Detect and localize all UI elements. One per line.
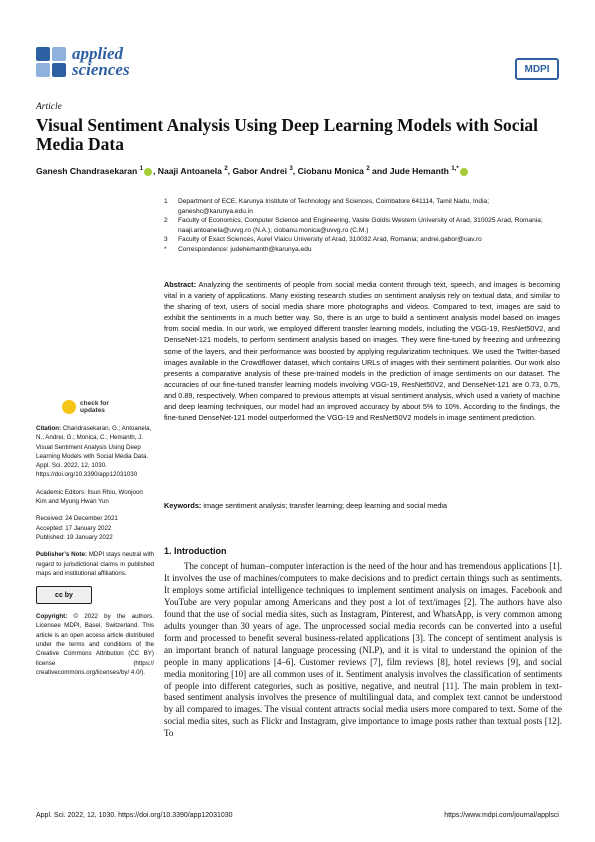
academic-editors: Academic Editors: Ilsun Rhiu, Wonjoon Kim and Myung Hwan Yun (36, 488, 143, 506)
author-separator: , (227, 166, 233, 176)
abstract-label: Abstract: (164, 280, 197, 289)
citation-text: Chandrasekaran, G.; Antoanela, N.; Andrei, G.; Monica, C.; Hemanth, J. Visual Sentiment Analysis Using Deep Learning Models with Social Media Data. Appl. Sci. 2022, 12, 1030. https://doi.org/10.3390/app12031030 (36, 425, 152, 479)
affiliation-text: Correspondence: judehemanth@karunya.edu (178, 245, 312, 253)
cc-by-license-logo[interactable]: cc by (36, 586, 92, 604)
affiliation-mark: 3 (164, 236, 168, 244)
affiliation-item (164, 216, 564, 235)
article-type: Article (36, 102, 62, 112)
author-list (36, 166, 576, 176)
check-updates-icon (62, 400, 76, 414)
publisher-note (36, 550, 154, 578)
affiliations (164, 197, 564, 255)
journal-name-line2: sciences (72, 60, 130, 79)
author-affiliation-mark: 3 (289, 166, 293, 173)
check-for-updates-button[interactable] (62, 400, 154, 414)
author-separator: , (153, 166, 158, 176)
affiliation-mark: * (164, 245, 167, 253)
footer-citation: Appl. Sci. 2022, 12, 1030. https://doi.org/10.3390/app12031030 (36, 812, 233, 819)
copyright-text: © 2022 by the authors. Licensee MDPI, Basel, Switzerland. This article is an open access article distributed under the terms and conditions of the Creative Commons Attribution (CC BY) license (https:// creativecommons.org/licenses/by/ 4.0/). (36, 613, 154, 676)
copyright-label: Copyright: (36, 613, 68, 621)
author-affiliation-mark: 1,* (451, 166, 459, 173)
publisher-note-label: Publisher’s Note: (36, 551, 87, 559)
citation-label: Citation: (36, 425, 62, 432)
author-affiliation-mark: 2 (366, 166, 370, 173)
author-name: Gabor Andrei (232, 166, 290, 176)
journal-name-line1: applied (72, 44, 123, 63)
orcid-icon[interactable] (144, 168, 152, 176)
affiliation-text: Faculty of Exact Sciences, Aurel Vlaicu University of Arad, 310032 Arad, Romania; andrei.gabor@uav.ro (178, 236, 482, 244)
publisher-note-text: MDPI stays neutral with regard to jurisdictional claims in published maps and institutional affiliations. (36, 551, 154, 577)
introduction-text: The concept of human–computer interaction is the need of the hour and has tremendous applications [1]. It involves the use of machines/computers to make decisions and to predict certain things such as sentiments. It employs some artificial intelligence techniques to implement sentiment analysis on images. Facebook and YouTube are very popular among Americans and they post a lot of text/images [2]. The authors have also found that the use of social media sites, such as Instagram, Pinterest, and WhatsApp, is very common among adults younger than 30 years of age. The unprocessed social media records can be converted into a useful form and processed to benefit several business-related applications [3]. The concept of sentiment analysis is an important branch of natural language processing (NLP), and it is vital to understand the opinion of the people in many applications [4–6]. Customer reviews [7], film reviews [8], hotel reviews [9], and social media monitoring [10] are all common uses of it. Sentiment analysis involves the classification of sentiments of people into different categories, such as positive, negative, and neutral [11]. The main problem in text-based sentiment analysis involves the presence of multilingual data, and complex text cannot be understood by all compared to images. The visual content attracts social media users more compared to text. Some of the social media sites, such as Flickr and Instagram, give importance to image posts rather than textual posts [12]. To (164, 561, 562, 739)
orcid-icon[interactable] (460, 168, 468, 176)
affiliation-item (164, 235, 564, 245)
copyright (36, 612, 154, 677)
section-heading-introduction: 1. Introduction (164, 546, 227, 556)
journal-logo (36, 46, 130, 78)
accepted-date: Accepted: 17 January 2022 (36, 524, 112, 532)
mdpi-logo: MDPI (515, 58, 559, 80)
author-name: Ganesh Chandrasekaran (36, 166, 140, 176)
abstract-text: Analyzing the sentiments of people from social media content through text, speech, and images is becoming vital in a variety of applications. Many existing research studies on sentiment analysis rely on textual data, and similar to the sharing of text, users of social media share more photographs and videos. Compared to text, images are said to exhibit the sentiments in a much better way. So, there is an urge to build a sentiment analysis model based on images from social media. In our work, we employed different transfer learning models, including the VGG-19, ResNet50V2, and DenseNet-121 models, to perform sentiment analysis based on images. They were fine-tuned by freezing and unfreezing some of the layers, and their performance was boosted by applying regularization techniques. We used the Twitter-based images available in the Crowdflower dataset, which contains URLs of images with their sentiment polarities. Our work also presents a comparative analysis of these pre-trained models in the prediction of image sentiments on our dataset. The accuracies of our fine-tuned transfer learning models involving VGG-19, ResNet50V2, and DenseNet-121 are 0.73, 0.75, and 0.89, respectively. When compared to previous attempts at visual sentiment analysis, which used a variety of machine and deep learning techniques, our model had an improved accuracy by about 5% to 10%. According to the findings, the fine-tuned DenseNet-121 model outperformed the VGG-19 and ResNet50V2 models in image sentiment prediction. (164, 280, 561, 423)
affiliation-item (164, 197, 564, 216)
paper-title: Visual Sentiment Analysis Using Deep Learning Models with Social Media Data (36, 115, 539, 154)
journal-logo-icon (36, 47, 66, 77)
abstract (164, 279, 560, 423)
author-name: Naaji Antoanela (157, 166, 225, 176)
dates (36, 514, 154, 542)
author-name: Jude Hemanth (389, 166, 452, 176)
updates-line2: updates (80, 407, 105, 414)
affiliation-mark: 1 (164, 198, 168, 205)
updates-line1: check for (80, 400, 109, 407)
sidebar (36, 400, 154, 685)
affiliation-mark: 2 (164, 217, 168, 225)
author-separator: , (292, 166, 298, 176)
affiliation-text: Department of ECE, Karunya Institute of Technology and Sciences, Coimbatore 641114, Tamil Nadu, India; ganeshc@karunya.edu.in (178, 198, 490, 215)
keywords-label: Keywords: (164, 501, 202, 510)
author-name: Ciobanu Monica (297, 166, 367, 176)
journal-name (72, 46, 130, 78)
author-separator: and (369, 166, 390, 176)
affiliation-text: Faculty of Economics, Computer Science and Engineering, Vasile Goldis Western University of Arad, 310025 Arad, Romania; naaji.antoanela@uvvg.ro (N.A.); ciobanu.monica@uvvg.ro (C.M.) (178, 217, 543, 234)
affiliation-item (164, 245, 564, 255)
footer-journal-url[interactable]: https://www.mdpi.com/journal/applsci (444, 812, 559, 819)
author-affiliation-mark: 2 (224, 166, 228, 173)
published-date: Published: 19 January 2022 (36, 533, 113, 541)
received-date: Received: 24 December 2021 (36, 515, 118, 523)
keywords (164, 500, 560, 511)
citation (36, 424, 154, 480)
keywords-text: image sentiment analysis; transfer learning; deep learning and social media (203, 501, 448, 510)
author-affiliation-mark: 1 (139, 166, 143, 173)
